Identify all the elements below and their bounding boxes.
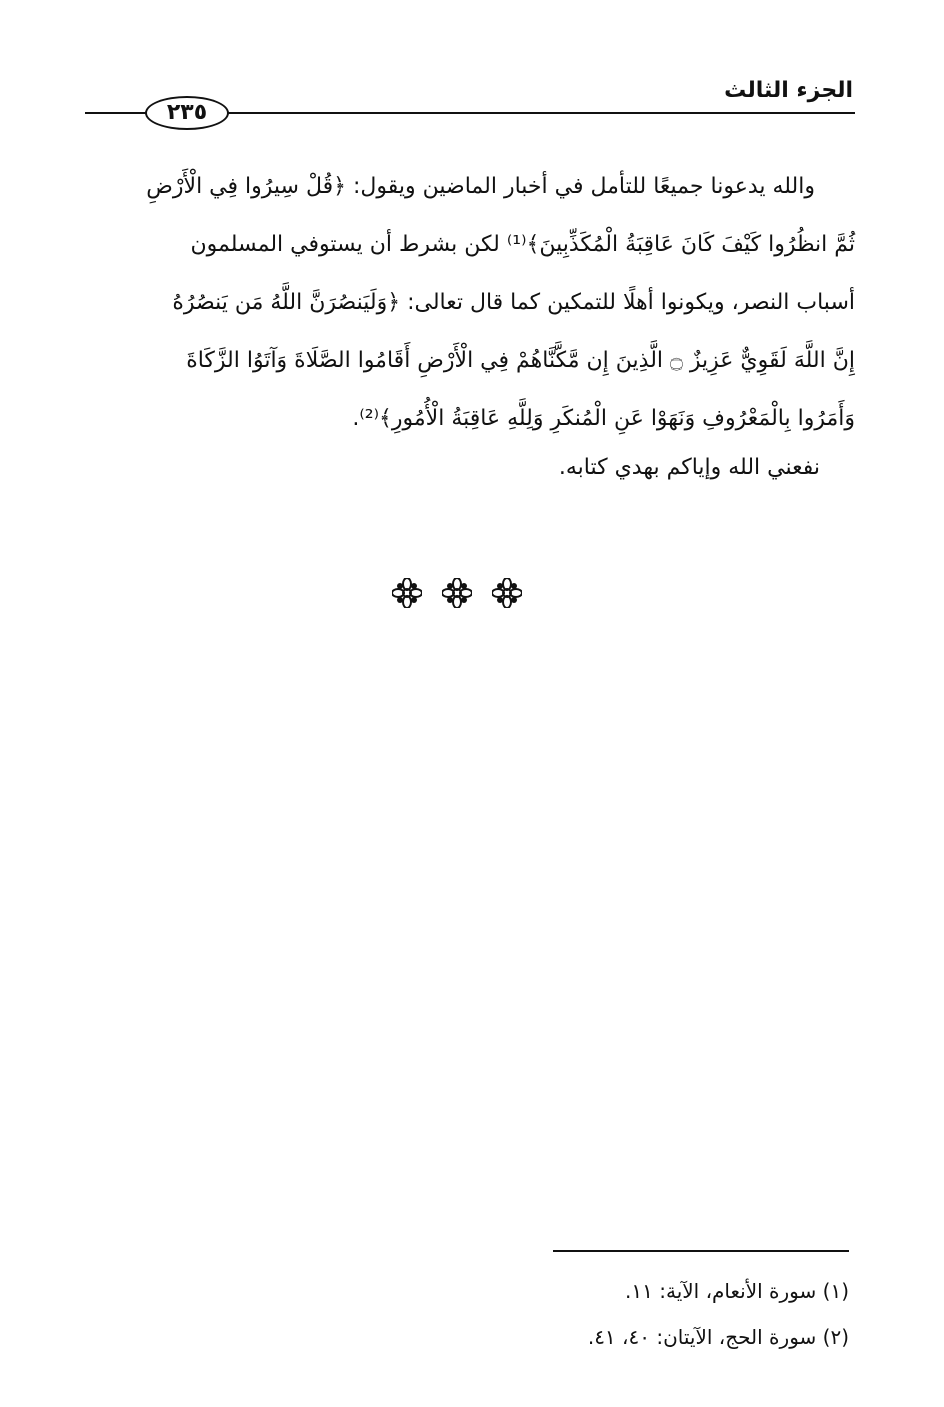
body-line: وَأَمَرُوا بِالْمَعْرُوفِ وَنَهَوْا عَنِ الْمُنكَرِ وَلِلَّهِ عَاقِبَةُ الْأُمُورِ﴾⁽²⁾.	[352, 406, 855, 431]
body-line: ثُمَّ انظُرُوا كَيْفَ كَانَ عَاقِبَةُ الْمُكَذِّبِينَ﴾⁽¹⁾ لكن بشرط أن يستوفي المسلمون	[190, 232, 855, 257]
section-ornaments	[392, 578, 522, 612]
running-title: الجزء الثالث	[724, 78, 853, 103]
footnotes	[588, 1268, 849, 1360]
closing-sentence: نفعني الله وإياكم بهدي كتابه.	[558, 455, 820, 480]
page-header	[85, 78, 855, 130]
body-line: إِنَّ اللَّهَ لَقَوِيٌّ عَزِيزٌ ۝ الَّذِينَ إِن مَّكَّنَّاهُمْ فِي الْأَرْضِ أَقَامُوا الصَّلَاةَ وَآتَوُا الزَّكَاةَ	[186, 348, 855, 373]
flower-ornament-icon	[392, 578, 422, 608]
footnote-rule	[553, 1250, 849, 1252]
body-line: والله يدعونا جميعًا للتأمل في أخبار الماضين ويقول: ﴿قُلْ سِيرُوا فِي الْأَرْضِ	[146, 174, 815, 199]
flower-ornament-icon	[442, 578, 472, 608]
body-paragraph	[85, 158, 855, 448]
footnote-2: (٢) سورة الحج، الآيتان: ٤٠، ٤١.	[587, 1325, 849, 1349]
page-number: ٢٣٥	[145, 96, 229, 130]
flower-ornament-icon	[492, 578, 522, 608]
footnote-1: (١) سورة الأنعام، الآية: ١١.	[625, 1279, 849, 1303]
body-line: أسباب النصر، ويكونوا أهلًا للتمكين كما قال تعالى: ﴿وَلَيَنصُرَنَّ اللَّهُ مَن يَنصُرُهُ	[172, 290, 855, 315]
